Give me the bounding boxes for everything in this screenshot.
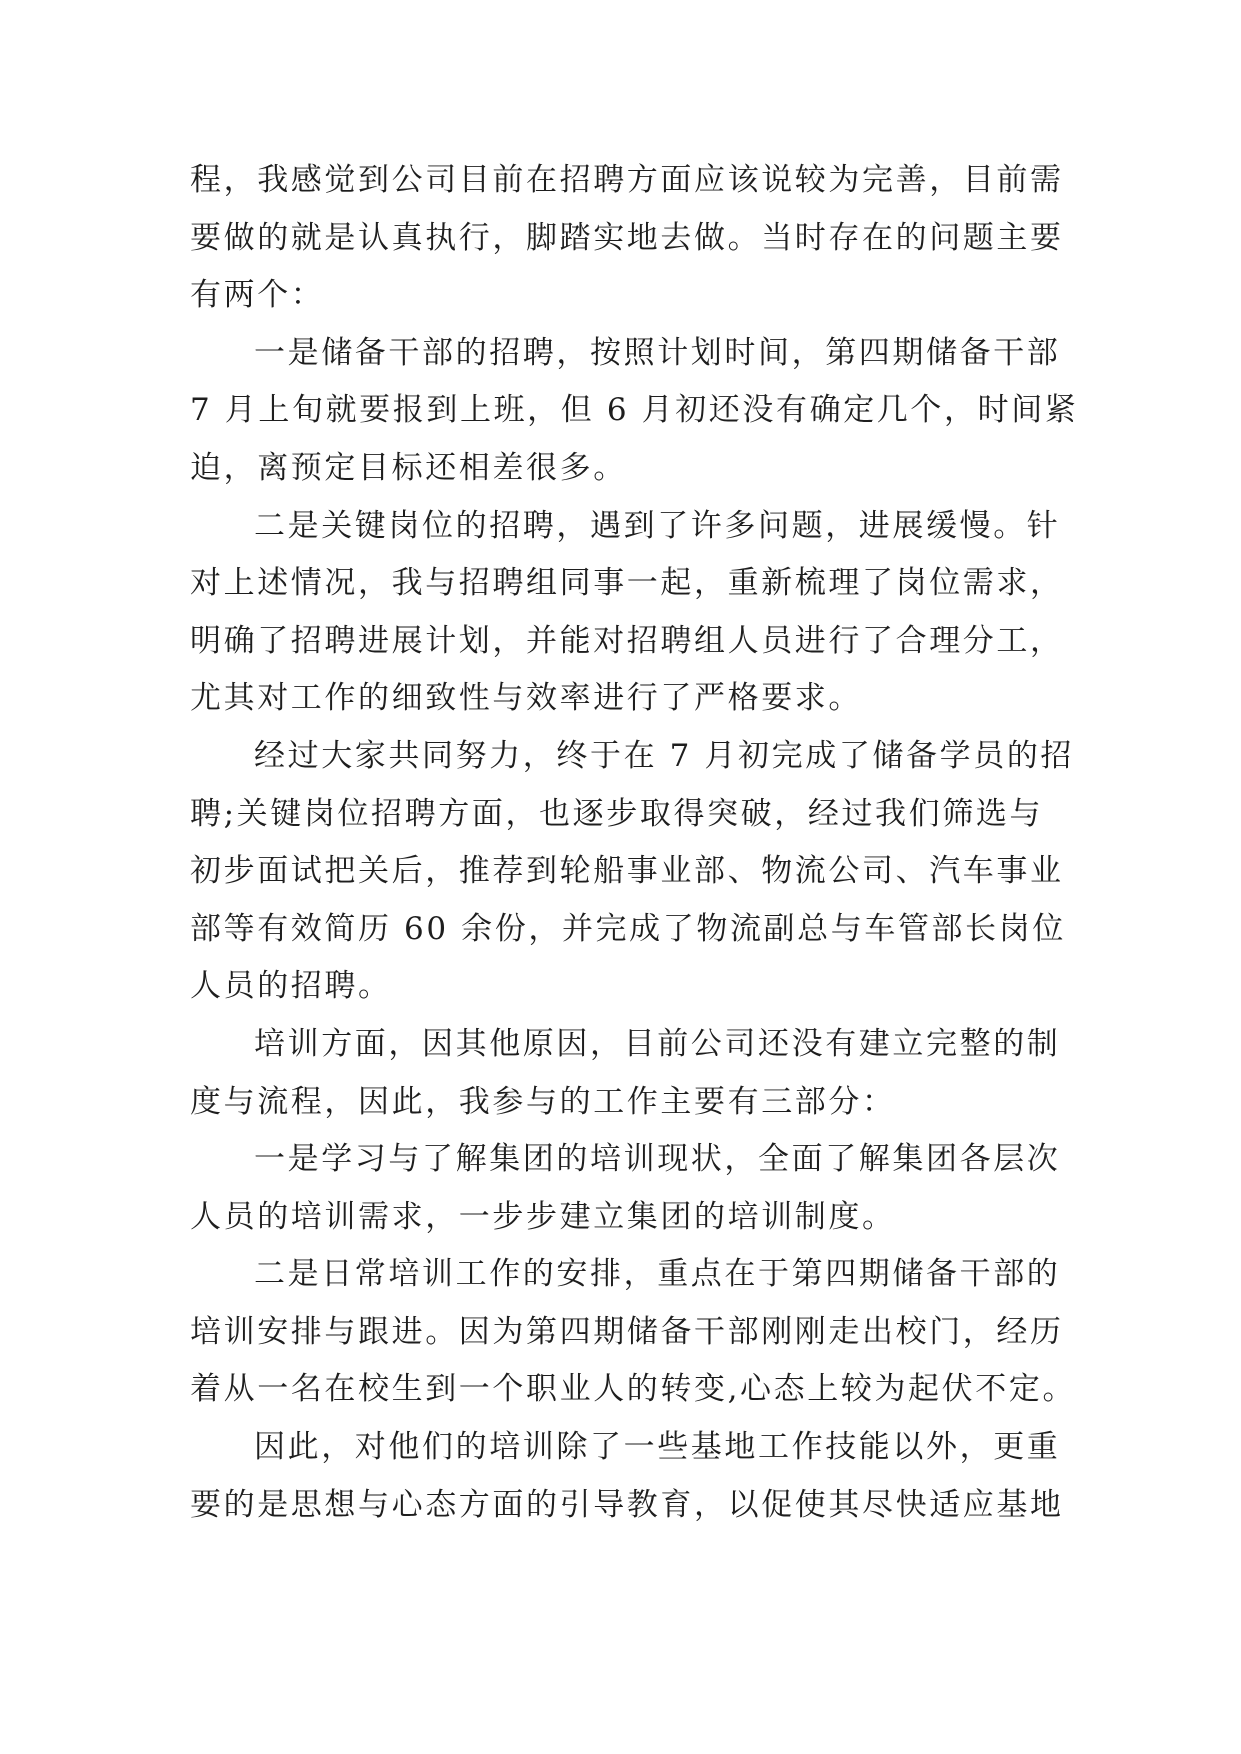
text-line: 要做的就是认真执行，脚踏实地去做。当时存在的问题主要: [190, 219, 1064, 256]
paragraph-start: 二是关键岗位的招聘，遇到了许多问题，进展缓慢。针: [254, 507, 1061, 544]
text-line: 迫，离预定目标还相差很多。: [190, 449, 627, 486]
document-body: [190, 152, 1079, 1534]
text-line: 人员的招聘。: [190, 968, 392, 1005]
paragraph-start: 一是储备干部的招聘，按照计划时间，第四期储备干部: [254, 334, 1061, 371]
text-line: 7 月上旬就要报到上班，但 6 月初还没有确定几个，时间紧: [190, 392, 1079, 429]
text-line: 人员的培训需求，一步步建立集团的培训制度。: [190, 1198, 896, 1235]
paragraph-start: 因此，对他们的培训除了一些基地工作技能以外，更重: [254, 1429, 1061, 1466]
text-line: 着从一名在校生到一个职业人的转变,心态上较为起伏不定。: [190, 1371, 1077, 1408]
paragraph-start: 经过大家共同努力，终于在 7 月初完成了储备学员的招: [254, 737, 1075, 774]
paragraph-start: 二是日常培训工作的安排，重点在于第四期储备干部的: [254, 1256, 1061, 1293]
text-line: 尤其对工作的细致性与效率进行了严格要求。: [190, 680, 862, 717]
text-line: 培训安排与跟进。因为第四期储备干部刚刚走出校门，经历: [190, 1313, 1064, 1350]
paragraph-start: 培训方面，因其他原因，目前公司还没有建立完整的制: [254, 1025, 1061, 1062]
text-line: 明确了招聘进展计划，并能对招聘组人员进行了合理分工，: [190, 622, 1064, 659]
text-line: 聘;关键岗位招聘方面，也逐步取得突破，经过我们筛选与: [190, 795, 1044, 832]
text-line: 程，我感觉到公司目前在招聘方面应该说较为完善，目前需: [190, 162, 1064, 198]
text-line: 初步面试把关后，推荐到轮船事业部、物流公司、汽车事业: [190, 853, 1064, 890]
text-line: 对上述情况，我与招聘组同事一起，重新梳理了岗位需求，: [190, 565, 1064, 602]
text-line: 有两个：: [190, 277, 325, 314]
text-line: 部等有效简历 60 余份，并完成了物流副总与车管部长岗位: [190, 910, 1066, 947]
paragraph-start: 一是学习与了解集团的培训现状，全面了解集团各层次: [254, 1141, 1061, 1178]
text-line: 度与流程，因此，我参与的工作主要有三部分：: [190, 1083, 896, 1120]
text-line: 要的是思想与心态方面的引导教育，以促使其尽快适应基地: [190, 1486, 1064, 1523]
